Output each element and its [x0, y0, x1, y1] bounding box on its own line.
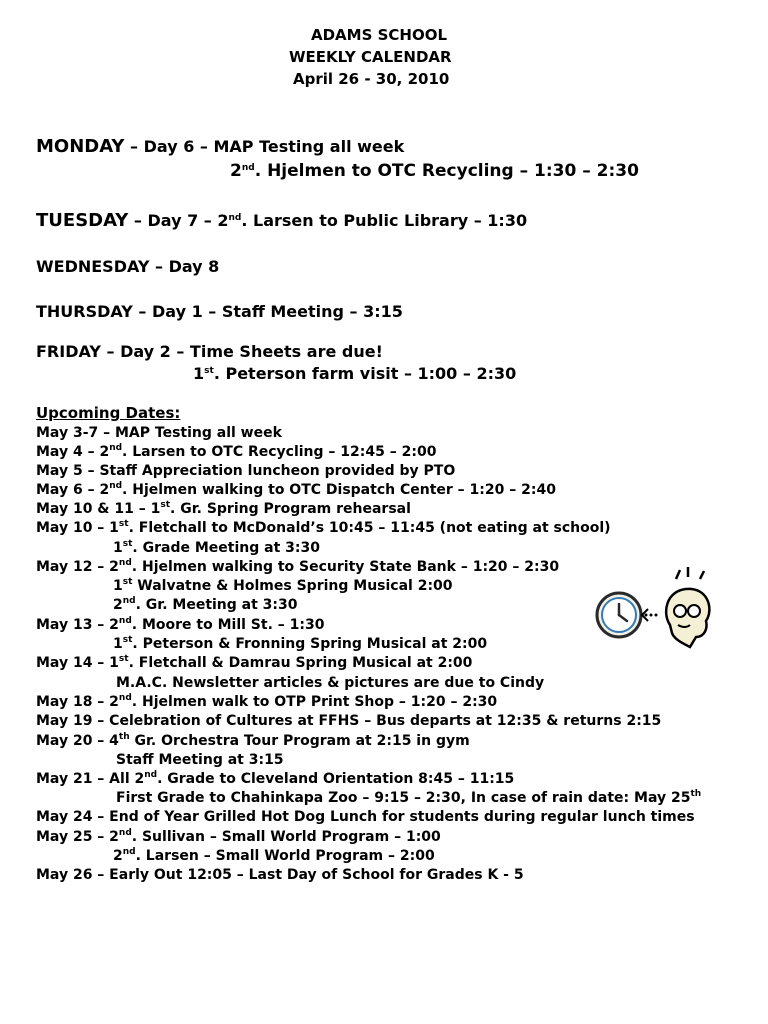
- friday-line2-post: . Peterson farm visit – 1:00 – 2:30: [213, 364, 517, 383]
- item-text-post: . Peterson & Fronning Spring Musical at 2:00: [132, 636, 488, 652]
- school-name: ADAMS SCHOOL: [311, 26, 448, 44]
- item-sup: nd: [118, 558, 132, 568]
- upcoming-item: May 24 – End of Year Grilled Hot Dog Lunch for students during regular lunch times: [36, 809, 695, 825]
- item-sup: nd: [122, 847, 136, 857]
- upcoming-item: [36, 482, 556, 498]
- item-sup: nd: [118, 828, 132, 838]
- tuesday-pre: – Day 7 – 2: [128, 211, 229, 230]
- item-sup: nd: [109, 443, 123, 453]
- monday-line2-post: . Hjelmen to OTC Recycling – 1:30 – 2:30: [254, 161, 639, 181]
- upcoming-item: [36, 559, 559, 575]
- item-text-post: . Grade Meeting at 3:30: [132, 540, 320, 556]
- upcoming-item: [36, 694, 497, 710]
- item-text-pre: 2: [113, 597, 123, 613]
- item-text-post: . Moore to Mill St. – 1:30: [131, 617, 325, 633]
- item-text-pre: 1: [113, 578, 123, 594]
- week-dates: April 26 - 30, 2010: [293, 70, 450, 88]
- item-text-pre: May 13 – 2: [36, 617, 119, 633]
- upcoming-item: [113, 848, 435, 864]
- item-text-pre: May 12 – 2: [36, 559, 119, 575]
- item-text-pre: May 18 – 2: [36, 694, 119, 710]
- item-text-pre: May 4 – 2: [36, 444, 110, 460]
- item-text-post: . Sullivan – Small World Program – 1:00: [131, 829, 441, 845]
- item-text-post: . Hjelmen walking to Security State Bank – 1:20 – 2:30: [131, 559, 560, 575]
- item-text-post: . Grade to Cleveland Orientation 8:45 – 11:15: [157, 771, 515, 787]
- upcoming-item: [36, 771, 514, 787]
- item-sup: th: [118, 732, 130, 742]
- tuesday-label: TUESDAY: [36, 210, 129, 231]
- upcoming-title: Upcoming Dates:: [36, 404, 181, 422]
- item-text-post: . Larsen to OTC Recycling – 12:45 – 2:00: [122, 444, 437, 460]
- item-text-post: . Gr. Meeting at 3:30: [135, 597, 298, 613]
- item-text-pre: May 14 – 1: [36, 655, 119, 671]
- item-sup: nd: [122, 596, 136, 606]
- upcoming-item: [36, 520, 611, 536]
- item-text-post: Gr. Orchestra Tour Program at 2:15 in gym: [129, 733, 470, 749]
- item-text-pre: May 20 – 4: [36, 733, 119, 749]
- upcoming-item: May 26 – Early Out 12:05 – Last Day of School for Grades K - 5: [36, 867, 524, 883]
- calendar-title: WEEKLY CALENDAR: [289, 48, 452, 66]
- item-sup: st: [160, 500, 171, 510]
- item-text-pre: 1: [113, 636, 123, 652]
- monday-line-2: [230, 161, 639, 181]
- friday-line-2: [193, 364, 516, 383]
- monday-text: – Day 6 – MAP Testing all week: [124, 137, 405, 156]
- friday-line: FRIDAY – Day 2 – Time Sheets are due!: [36, 342, 383, 361]
- monday-line: [36, 136, 404, 157]
- wednesday-line: WEDNESDAY – Day 8: [36, 257, 220, 276]
- item-text-post: . Hjelmen walking to OTC Dispatch Center – 1:20 – 2:40: [122, 482, 556, 498]
- item-sup: nd: [144, 770, 158, 780]
- upcoming-item: [113, 540, 320, 556]
- item-text-pre: May 25 – 2: [36, 829, 119, 845]
- monday-line2-pre: 2: [230, 161, 242, 181]
- item-text-pre: 2: [113, 848, 123, 864]
- item-sup: st: [118, 654, 129, 664]
- item-sup: nd: [109, 481, 123, 491]
- item-sup: st: [122, 635, 133, 645]
- friday-line2-pre: 1: [193, 364, 205, 383]
- item-text-post: . Fletchall to McDonald’s 10:45 – 11:45 (not eating at school): [128, 520, 611, 536]
- item-text-post: . Hjelmen walk to OTP Print Shop – 1:20 – 2:30: [131, 694, 498, 710]
- thursday-line: THURSDAY – Day 1 – Staff Meeting – 3:15: [36, 302, 403, 321]
- upcoming-item: Staff Meeting at 3:15: [116, 752, 284, 768]
- upcoming-item: [116, 790, 701, 806]
- tuesday-post: . Larsen to Public Library – 1:30: [241, 211, 528, 230]
- upcoming-item: [113, 578, 453, 594]
- upcoming-item: [36, 733, 470, 749]
- tuesday-line: [36, 210, 527, 231]
- item-sup: st: [122, 539, 133, 549]
- upcoming-item: [36, 617, 324, 633]
- item-text-pre: May 6 – 2: [36, 482, 110, 498]
- monday-line2-sup: nd: [241, 163, 255, 173]
- item-sup: th: [690, 789, 702, 799]
- upcoming-item: [113, 597, 298, 613]
- monday-label: MONDAY: [36, 136, 125, 157]
- item-text-pre: May 10 – 1: [36, 520, 119, 536]
- item-text-pre: First Grade to Chahinkapa Zoo – 9:15 – 2:30, In case of rain date: May 25: [116, 790, 691, 806]
- item-sup: nd: [118, 693, 132, 703]
- friday-line2-sup: st: [204, 366, 214, 376]
- upcoming-item: [36, 829, 441, 845]
- item-text-post: . Gr. Spring Program rehearsal: [170, 501, 411, 517]
- upcoming-item: [113, 636, 487, 652]
- clock-and-thinking-person-icon: [590, 565, 720, 655]
- upcoming-item: [36, 655, 472, 671]
- item-text-post: Walvatne & Holmes Spring Musical 2:00: [132, 578, 453, 594]
- upcoming-item: M.A.C. Newsletter articles & pictures are due to Cindy: [116, 675, 545, 691]
- item-sup: nd: [118, 616, 132, 626]
- item-sup: st: [118, 519, 129, 529]
- item-text-post: . Larsen – Small World Program – 2:00: [135, 848, 435, 864]
- item-text-post: . Fletchall & Damrau Spring Musical at 2:00: [128, 655, 473, 671]
- upcoming-item: [36, 444, 436, 460]
- item-text-pre: May 10 & 11 – 1: [36, 501, 161, 517]
- item-text-pre: May 21 – All 2: [36, 771, 145, 787]
- tuesday-sup: nd: [228, 213, 242, 223]
- upcoming-item: May 19 – Celebration of Cultures at FFHS – Bus departs at 12:35 & returns 2:15: [36, 713, 662, 729]
- item-sup: st: [122, 577, 133, 587]
- item-text-pre: 1: [113, 540, 123, 556]
- upcoming-item: May 3-7 – MAP Testing all week: [36, 425, 282, 441]
- upcoming-item: May 5 – Staff Appreciation luncheon provided by PTO: [36, 463, 456, 479]
- upcoming-item: [36, 501, 411, 517]
